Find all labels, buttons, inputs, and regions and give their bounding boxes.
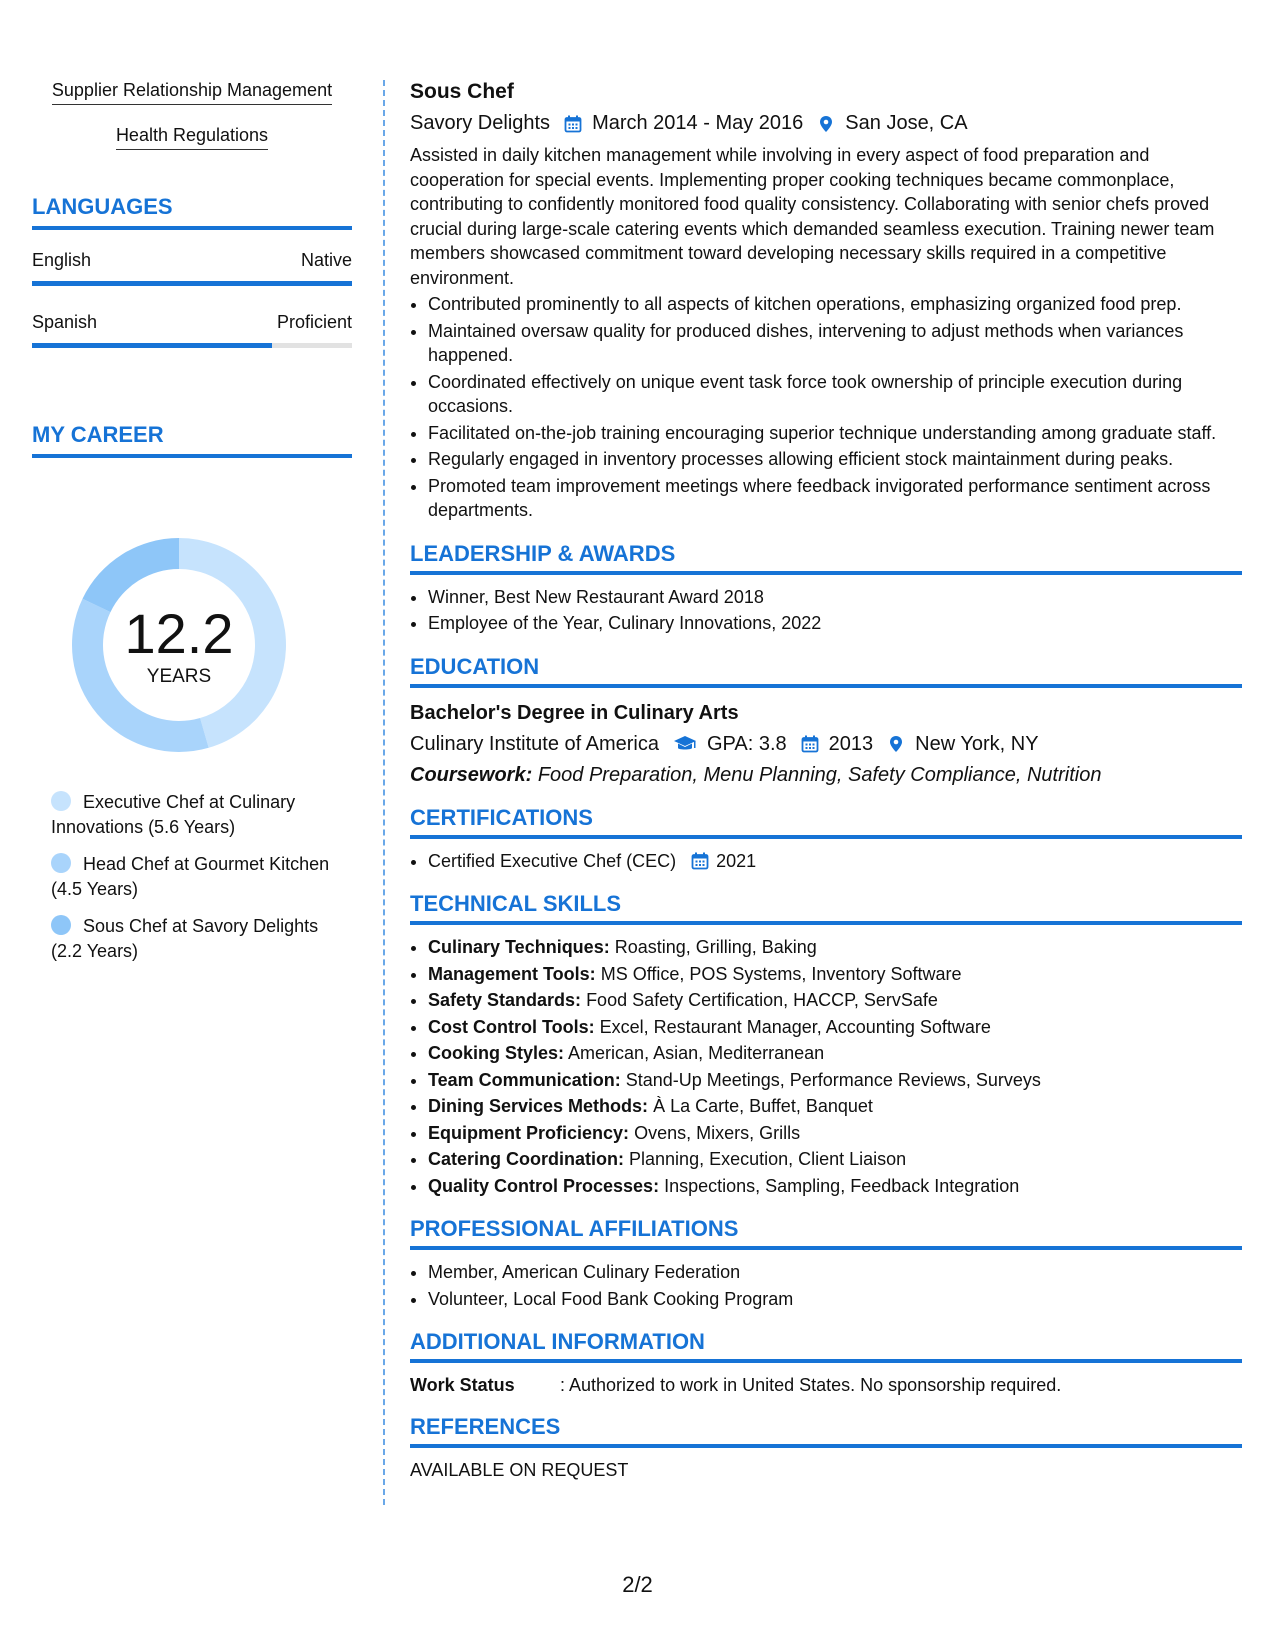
job-company: Savory Delights <box>410 112 551 134</box>
certification-year: 2021 <box>716 850 757 871</box>
education-school: Culinary Institute of America <box>410 732 659 755</box>
career-legend-item <box>51 914 351 964</box>
skill-key: Cooking Styles: <box>428 1043 565 1063</box>
work-status-value: : Authorized to work in United States. No sponsorship required. <box>560 1375 1062 1395</box>
career-heading: MY CAREER <box>32 422 352 458</box>
career-legend-label: Executive Chef at Culinary Innovations (5.6 Years) <box>51 792 296 837</box>
job-title: Sous Chef <box>410 80 514 103</box>
education-meta <box>410 733 1242 756</box>
list-item <box>428 935 1242 960</box>
career-legend-label: Head Chef at Gourmet Kitchen (4.5 Years) <box>51 854 330 899</box>
career-legend-item <box>51 790 351 840</box>
coursework-label: Coursework: <box>410 763 533 786</box>
certification-name: Certified Executive Chef (CEC) <box>428 850 677 871</box>
skill-value: Excel, Restaurant Manager, Accounting Software <box>599 1016 991 1037</box>
list-item: • Volunteer, Local Food Bank Cooking Program <box>428 1287 1242 1312</box>
affiliations-list <box>410 1260 1242 1311</box>
leadership-heading: LEADERSHIP & AWARDS <box>410 541 1242 575</box>
skill-value: Stand-Up Meetings, Performance Reviews, Surveys <box>625 1069 1041 1090</box>
list-item: • Regularly engaged in inventory processes allowing efficient stock maintainment during peaks. <box>428 447 1242 472</box>
language-bar <box>32 343 352 348</box>
language-level: Native <box>300 250 352 270</box>
list-item <box>428 1121 1242 1146</box>
career-donut-center <box>66 532 292 758</box>
education-heading: EDUCATION <box>410 654 1242 688</box>
career-total: 12.2 <box>124 602 234 665</box>
education-gpa: GPA: 3.8 <box>707 732 787 755</box>
calendar-icon <box>801 735 819 753</box>
career-legend <box>51 790 351 976</box>
language-item <box>32 312 352 348</box>
location-pin-icon <box>887 735 905 753</box>
column-divider <box>383 80 385 1505</box>
language-bar <box>32 281 352 286</box>
work-status-label: Work Status <box>410 1375 515 1395</box>
language-bar-fill <box>32 281 352 286</box>
skill-value: Planning, Execution, Client Liaison <box>629 1149 907 1169</box>
additional-info-heading: ADDITIONAL INFORMATION <box>410 1329 1242 1363</box>
list-item <box>428 988 1242 1013</box>
career-donut <box>66 532 292 758</box>
job-meta <box>410 112 1242 135</box>
skill-key: Catering Coordination: <box>428 1149 624 1169</box>
legend-dot <box>51 791 71 811</box>
location-pin-icon <box>817 115 835 133</box>
leadership-list <box>410 585 1242 636</box>
list-item: • Facilitated on-the-job training encouraging superior technique understanding among graduate staff. <box>428 421 1242 446</box>
skill-key: Management Tools: <box>428 963 596 984</box>
list-item: • Promoted team improvement meetings where feedback invigorated performance sentiment across departments. <box>428 474 1242 523</box>
language-name: Spanish <box>32 312 98 332</box>
list-item <box>428 1174 1242 1199</box>
job-bullets <box>410 292 1242 523</box>
references-heading: REFERENCES <box>410 1414 1242 1448</box>
legend-dot <box>51 915 71 935</box>
technical-skills-list <box>410 935 1242 1198</box>
skill-key: Culinary Techniques: <box>428 937 610 957</box>
list-item: • Maintained oversaw quality for produced dishes, intervening to adjust methods when variances happened. <box>428 319 1242 368</box>
skill-value: MS Office, POS Systems, Inventory Software <box>600 963 962 984</box>
list-item: • Contributed prominently to all aspects of kitchen operations, emphasizing organized food prep. <box>428 292 1242 317</box>
education-coursework <box>410 764 1242 787</box>
skill-value: Roasting, Grilling, Baking <box>614 937 817 957</box>
languages-heading: LANGUAGES <box>32 194 352 230</box>
job-summary: Assisted in daily kitchen management while involving in every aspect of food preparation and cooperation for special events. Implementing proper cooking techniques became commonplace, contributing to confidently monitored food quality consistency. Collaborating with senior chefs proved crucial during large-scale catering events which demanded seamless execution. Training newer team members showcased commitment toward developing necessary skills required in a competitive environment. <box>410 145 1215 288</box>
language-name: English <box>32 250 92 270</box>
career-legend-label: Sous Chef at Savory Delights (2.2 Years) <box>51 916 319 961</box>
affiliations-heading: PROFESSIONAL AFFILIATIONS <box>410 1216 1242 1250</box>
list-item: • Winner, Best New Restaurant Award 2018 <box>428 585 1242 610</box>
skill-value: À La Carte, Buffet, Banquet <box>653 1096 873 1116</box>
skill-key: Team Communication: <box>428 1069 621 1090</box>
list-item <box>428 1094 1242 1119</box>
list-item <box>428 1041 1242 1066</box>
technical-skills-heading: TECHNICAL SKILLS <box>410 891 1242 925</box>
calendar-icon <box>564 115 582 133</box>
legend-dot <box>51 853 71 873</box>
job-location: San Jose, CA <box>845 112 968 134</box>
skill-key: Cost Control Tools: <box>428 1016 595 1037</box>
work-status-row <box>410 1375 1242 1396</box>
graduation-cap-icon <box>673 735 697 753</box>
list-item <box>428 849 1242 874</box>
skill-item <box>32 125 352 150</box>
skill-key: Equipment Proficiency: <box>428 1122 630 1143</box>
coursework-text: Food Preparation, Menu Planning, Safety Compliance, Nutrition <box>537 763 1102 786</box>
skill-key: Safety Standards: <box>428 990 582 1010</box>
right-column <box>410 80 1242 1481</box>
job-dates: March 2014 - May 2016 <box>592 112 804 134</box>
page-number: 2/2 <box>622 1572 653 1597</box>
references-text: AVAILABLE ON REQUEST <box>410 1460 629 1480</box>
skill-label: Supplier Relationship Management <box>52 80 332 105</box>
language-level: Proficient <box>276 312 352 332</box>
education-degree: Bachelor's Degree in Culinary Arts <box>410 701 739 724</box>
certifications-list <box>410 849 1242 874</box>
education-year: 2013 <box>828 732 874 755</box>
list-item: • Employee of the Year, Culinary Innovations, 2022 <box>428 611 1242 636</box>
language-bar-fill <box>32 343 272 348</box>
list-item: • Coordinated effectively on unique event task force took ownership of principle execution during occasions. <box>428 370 1242 419</box>
skill-key: Dining Services Methods: <box>428 1096 649 1116</box>
certifications-heading: CERTIFICATIONS <box>410 805 1242 839</box>
list-item: • Member, American Culinary Federation <box>428 1260 1242 1285</box>
skill-value: Inspections, Sampling, Feedback Integration <box>664 1175 1020 1196</box>
skill-label: Health Regulations <box>116 125 268 150</box>
list-item <box>428 1068 1242 1093</box>
left-column <box>32 80 352 961</box>
education-location: New York, NY <box>915 732 1039 755</box>
career-unit: YEARS <box>146 666 212 687</box>
list-item <box>428 1015 1242 1040</box>
career-legend-item <box>51 852 351 902</box>
skill-key: Quality Control Processes: <box>428 1175 660 1196</box>
list-item <box>428 1147 1242 1172</box>
skill-item <box>32 80 352 105</box>
skill-value: American, Asian, Mediterranean <box>568 1043 825 1063</box>
calendar-icon <box>691 852 709 870</box>
list-item <box>428 962 1242 987</box>
skill-value: Ovens, Mixers, Grills <box>634 1122 801 1143</box>
skill-value: Food Safety Certification, HACCP, ServSafe <box>586 990 938 1010</box>
language-item <box>32 250 352 286</box>
